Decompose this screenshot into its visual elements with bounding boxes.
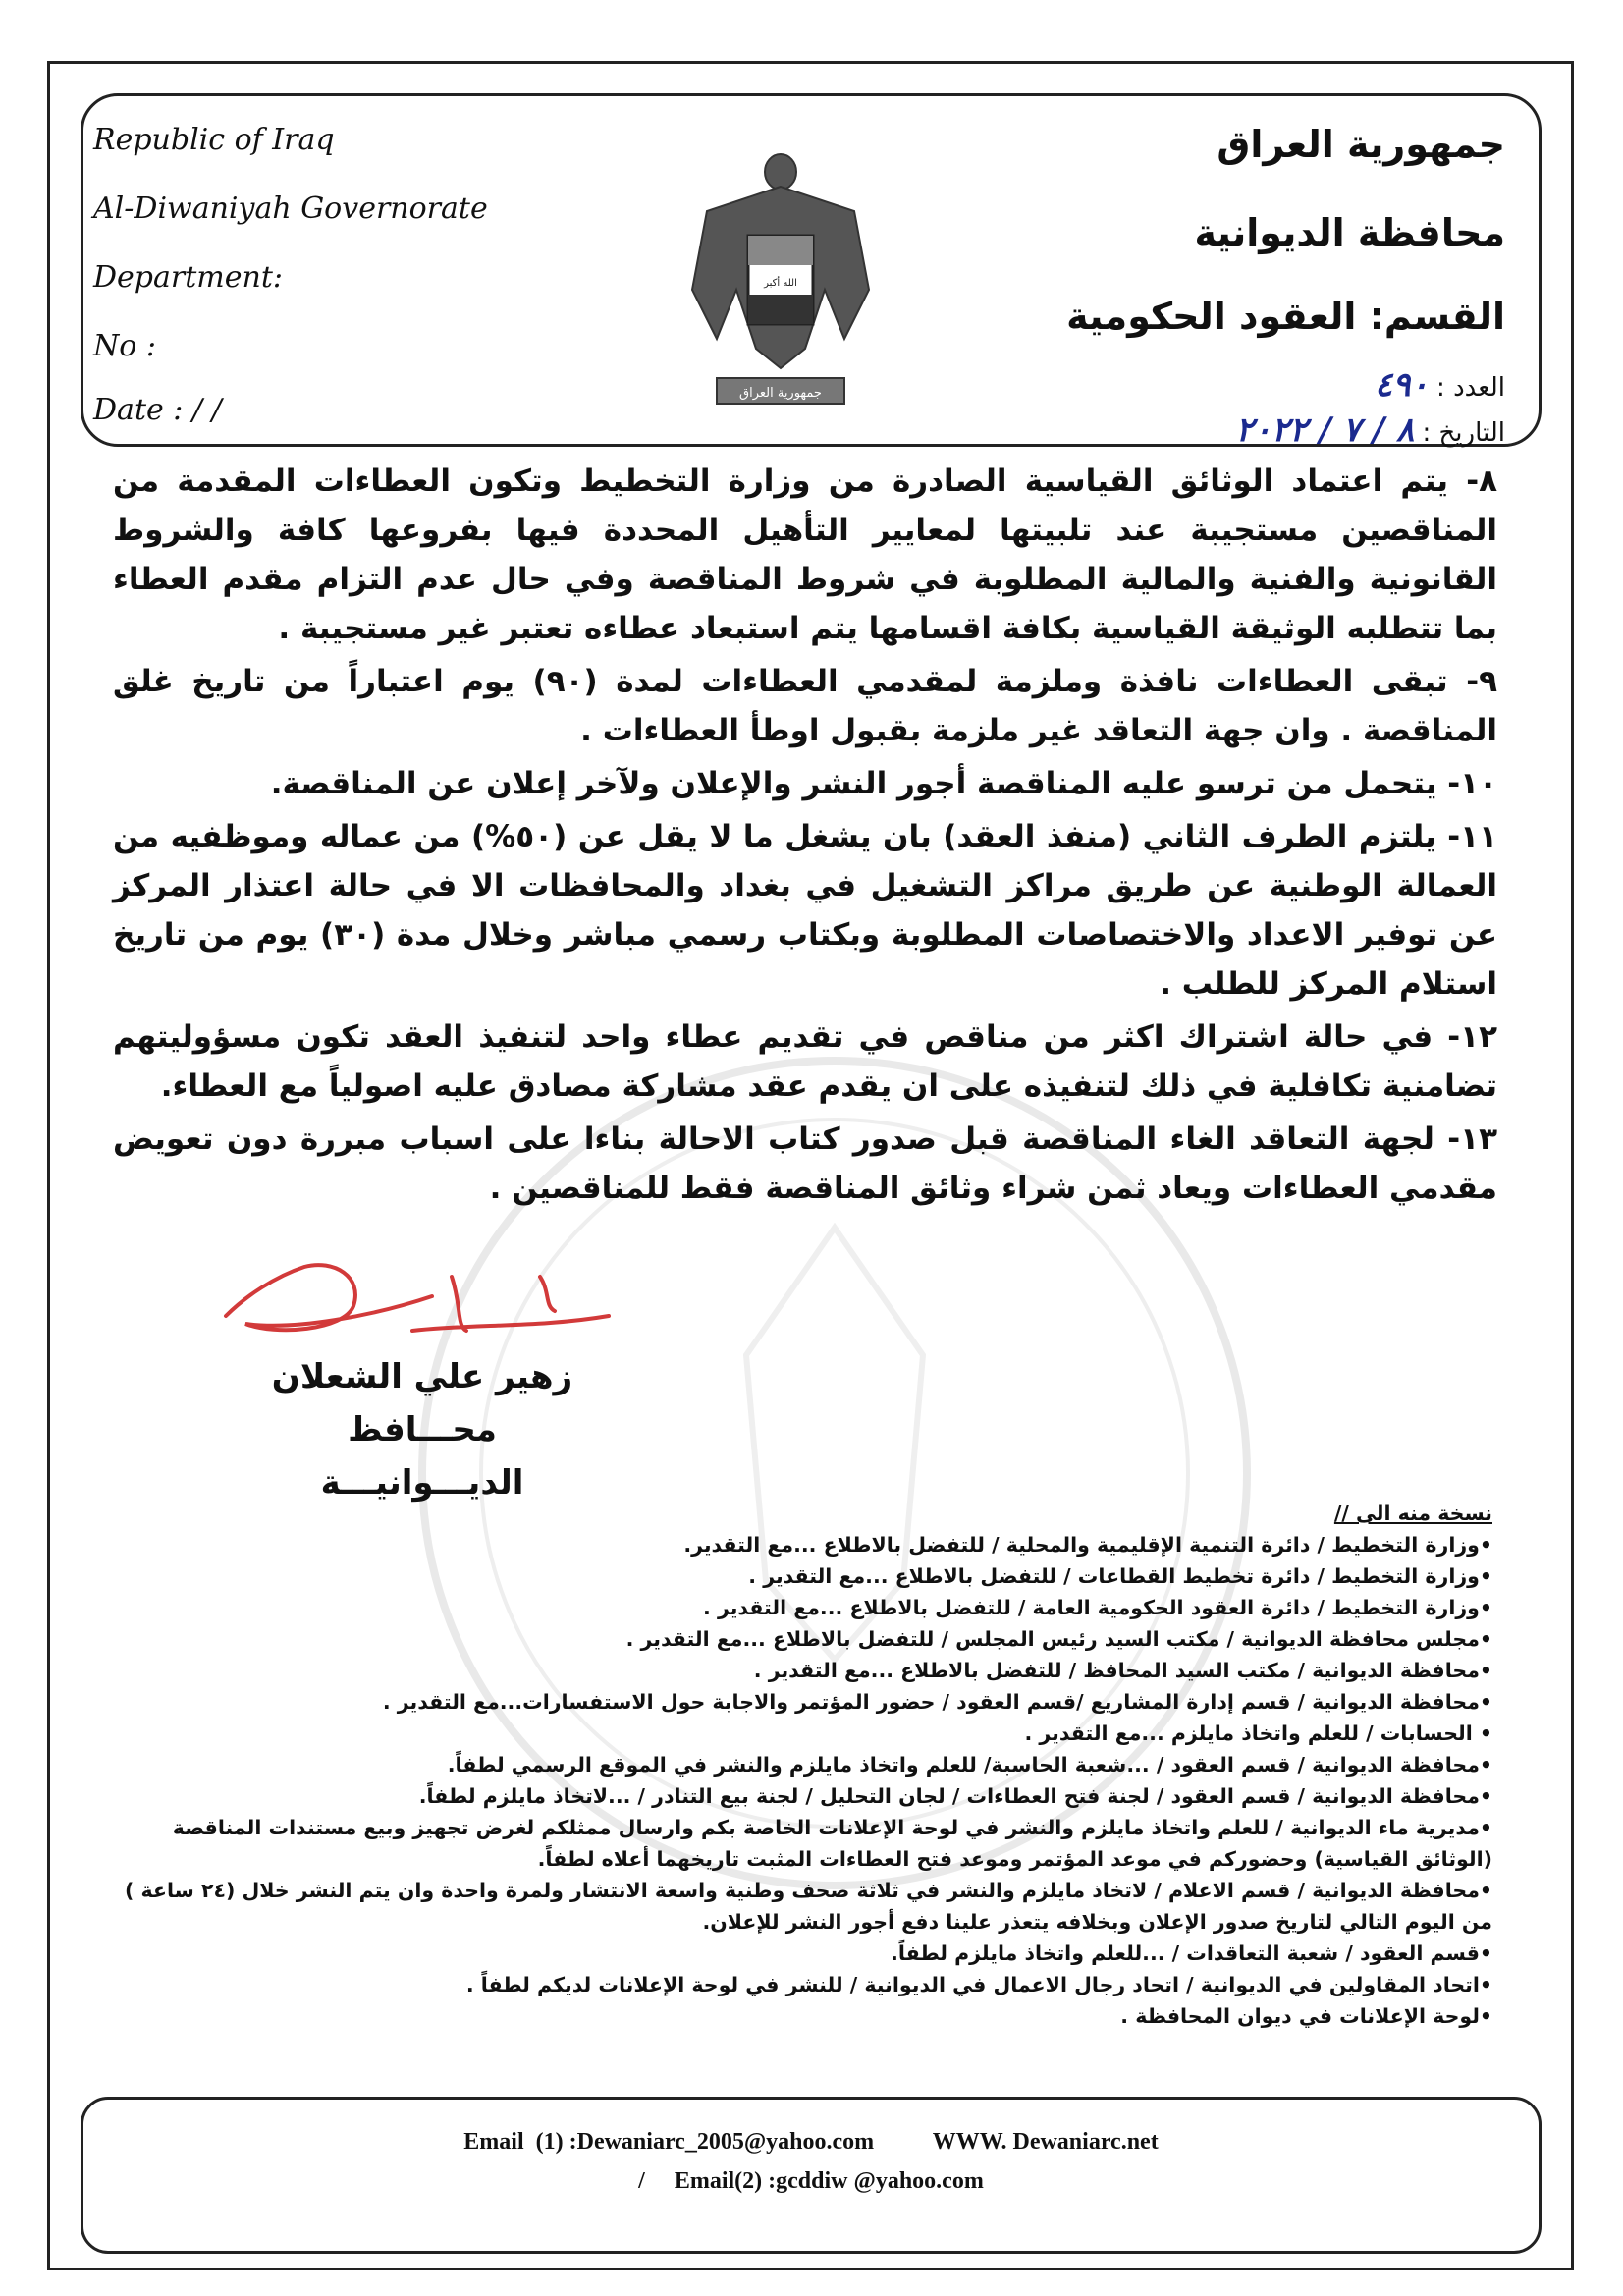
clause-9: ٩- تبقى العطاءات نافذة وملزمة لمقدمي العطاءات لمدة (٩٠) يوم اعتباراً من تاريخ غلق المناقصة . وان جهة التعاقد غير ملزمة بقبول اوطأ العطاءات . [113, 664, 1497, 748]
number-label: العدد : [1436, 373, 1505, 403]
cc-item: •وزارة التخطيط / دائرة تخطيط القطاعات / للتفضل بالاطلاع ...مع التقدير . [748, 1564, 1492, 1588]
header-number-ar [1375, 365, 1505, 405]
cc-item: •اتحاد المقاولين في الديوانية / اتحاد رجال الاعمال في الديوانية / للنشر في لوحة الإعلانات لديكم لطفاً . [465, 1973, 1492, 1996]
cc-item: •مديرية ماء الديوانية / للعلم واتخاذ مايلزم والنشر في لوحة الإعلانات الخاصة بكم وارسال ممثلكم لغرض تجهيز وبيع مستندات المناقصة (الوثائق القياسية) وحضوركم في موعد المؤتمر وموعد فتح العطاءات المثبت تاريخهما أعلاه لطفاً. [172, 1816, 1492, 1871]
cc-item: •محافظة الديوانية / قسم العقود / لجنة فتح العطاءات / لجان التحليل / لجنة بيع التنادر / ...لاتخاذ مايلزم لطفاً. [418, 1784, 1492, 1808]
clause-8: ٨- يتم اعتماد الوثائق القياسية الصادرة من وزارة التخطيط وتكون العطاءات المقدمة من المناقصين مستجيبة عند تلبيتها لمعايير التأهيل المحددة فيها بفروعها كافة والشروط القانونية والفنية والمالية المطلوبة في شروط المناقصة وفي حال عدم التزام مقدم العطاء بما تتطلبه الوثيقة القياسية بكافة اقسامها يتم استبعاد عطاءه تعتبر غير مستجيبة . [113, 464, 1497, 646]
cc-item: •محافظة الديوانية / قسم الاعلام / لاتخاذ مايلزم والنشر في ثلاثة صحف وطنية واسعة الانتشار ولمرة واحدة وان يتم النشر خلال (٢٤ ساعة ) من اليوم التالي لتاريخ صدور الإعلان وبخلافه يتعذر علينا دفع أجور النشر للإعلان. [125, 1879, 1492, 1934]
header-department-en: Department: [93, 260, 283, 295]
number-value: ٤٩٠ [1374, 365, 1429, 405]
header-governorate-en: Al-Diwaniyah Governorate [93, 191, 488, 226]
header-country-ar: جمهورية العراق [1217, 123, 1505, 166]
footer-email-2: / Email(2) :gcddiw @yahoo.com [638, 2168, 984, 2194]
cc-item: •مجلس محافظة الديوانية / مكتب السيد رئيس المجلس / للتفضل بالاطلاع ...مع التقدير . [625, 1627, 1492, 1651]
header-date-en: Date : / / [93, 393, 222, 427]
cc-item: •محافظة الديوانية / قسم العقود / ...شعبة الحاسبة/ للعلم واتخاذ مايلزم والنشر في الموقع الرسمي لطفاً. [447, 1753, 1492, 1777]
copies-title: نسخة منه الى // [1333, 1502, 1492, 1525]
cc-item: • الحسابات / للعلم واتخاذ مايلزم ...مع التقدير . [1024, 1722, 1492, 1745]
clause-13: ١٣- لجهة التعاقد الغاء المناقصة قبل صدور كتاب الاحالة بناءا على اسباب مبررة دون تعويض مقدمي العطاءات ويعاد ثمن شراء وثائق المناقصة فقط للمناقصين . [113, 1121, 1497, 1206]
emblem-caption: جمهورية العراق [739, 386, 822, 401]
cc-item: •لوحة الإعلانات في ديوان المحافظة . [1120, 2004, 1492, 2028]
clause-12: ١٢- في حالة اشتراك اكثر من مناقص في تقديم عطاء واحد لتنفيذ العقد تكون مسؤوليتهم تضامنية تكافلية في ذلك لتنفيذه على ان يقدم عقد مشاركة مصادق عليه اصولياً مع العطاء. [113, 1019, 1497, 1104]
header-governorate-ar: محافظة الديوانية [1194, 211, 1505, 254]
clause-10: ١٠- يتحمل من ترسو عليه المناقصة أجور النشر والإعلان ولآخر إعلان عن المناقصة. [270, 766, 1497, 801]
cc-item: •محافظة الديوانية / مكتب السيد المحافظ / للتفضل بالاطلاع ...مع التقدير . [753, 1659, 1492, 1682]
signer-block [245, 1350, 599, 1509]
cc-item: •وزارة التخطيط / دائرة التنمية الإقليمية والمحلية / للتفضل بالاطلاع ...مع التقدير. [683, 1533, 1492, 1557]
clauses-body [113, 457, 1497, 1217]
cc-item: •وزارة التخطيط / دائرة العقود الحكومية العامة / للتفضل بالاطلاع ...مع التقدير . [703, 1596, 1492, 1619]
signer-title: محـــافظ الديـــوانيـــة [320, 1410, 524, 1503]
eagle-emblem-icon [677, 142, 884, 422]
header-date-ar [1235, 410, 1505, 450]
date-value: ٨ / ٧ / ٢٠٢٢ [1235, 410, 1415, 450]
header-department-ar: القسم: العقود الحكومية [1066, 295, 1505, 338]
header-country-en: Republic of Iraq [93, 123, 335, 157]
date-label: التاريخ : [1422, 418, 1505, 448]
header-number-en: No : [93, 329, 156, 363]
signature [216, 1237, 648, 1355]
clause-11: ١١- يلتزم الطرف الثاني (منفذ العقد) بان يشغل ما لا يقل عن (٥٠%) من عماله وموظفيه من العمالة الوطنية عن طريق مراكز التشغيل في بغداد والمحافظات الا في حالة اعتذار المركز عن توفير الاعداد والاختصاصات المطلوبة وبكتاب رسمي مباشر وخلال مدة (٣٠) يوم من تاريخ استلام المركز للطلب . [113, 819, 1497, 1002]
flag-text: الله أكبر [764, 278, 797, 289]
signer-name: زهير علي الشعلان [271, 1357, 573, 1396]
copies-list [108, 1498, 1492, 2032]
footer-email-web: Email (1) :Dewaniarc_2005@yahoo.com WWW. Dewaniarc.net [463, 2129, 1159, 2155]
cc-item: •محافظة الديوانية / قسم إدارة المشاريع /قسم العقود / حضور المؤتمر والاجابة حول الاستفسارات...مع التقدير . [382, 1690, 1492, 1714]
cc-item: •قسم العقود / شعبة التعاقدات / ...للعلم واتخاذ مايلزم لطفاً. [891, 1941, 1492, 1965]
